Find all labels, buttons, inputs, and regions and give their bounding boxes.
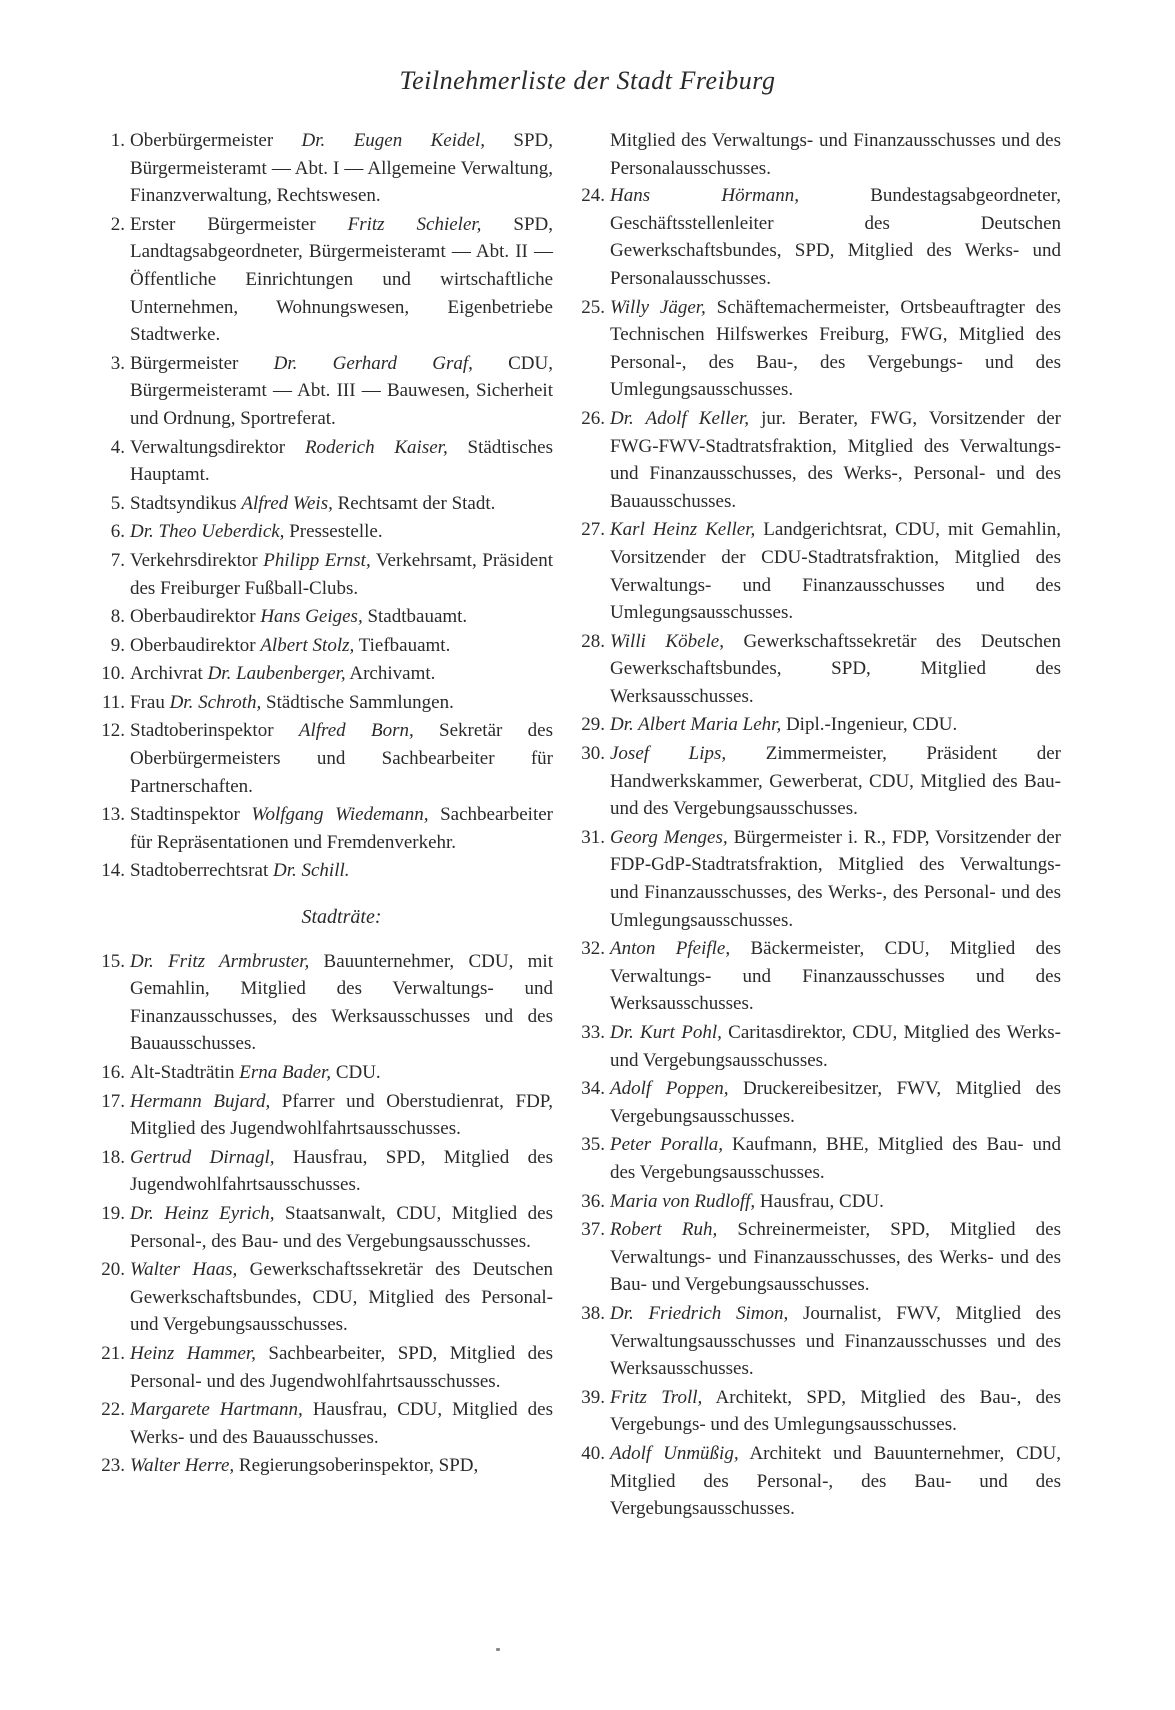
list-item — [92, 801, 553, 856]
person-name: Fritz Schieler, — [347, 213, 482, 235]
entry-description: Pfarrer und Oberstudienrat, FDP, Mitglied des Jugendwohlfahrtsausschusses. — [130, 1090, 553, 1140]
entry-prefix: Stadtinspektor — [130, 804, 252, 826]
entry-description: Städtische Sammlungen. — [261, 691, 454, 713]
list-item — [92, 660, 553, 688]
entry-text — [610, 1219, 1061, 1295]
list-item — [92, 1452, 553, 1480]
person-name: Dr. Laubenberger, — [207, 663, 346, 685]
entry-text — [130, 951, 553, 1055]
entry-prefix: Bürgermeister — [130, 352, 274, 374]
entry-description: Hausfrau, SPD, Mitglied des Jugendwohlfahrtsausschusses. — [130, 1146, 553, 1196]
entry-number: 39. — [581, 1386, 605, 1408]
entry-text — [610, 519, 1061, 623]
list-item — [572, 405, 1061, 515]
entry-text — [130, 353, 553, 429]
person-name: Adolf Poppen, — [610, 1078, 729, 1100]
entry-text — [130, 692, 454, 713]
entry-number: 28. — [581, 630, 605, 652]
entry-description: Regierungsoberinspektor, SPD, — [234, 1455, 479, 1477]
entry-description: Druckereibesitzer, FWV, Mitglied des Vergebungsausschusses. — [610, 1078, 1061, 1127]
section-heading-stadtraete: Stadträte: — [301, 906, 382, 929]
entry-description: Sekretär des Oberbürgermeisters und Sachbearbeiter für Partnerschaften. — [130, 720, 553, 797]
entry-text — [130, 1147, 553, 1196]
list-item — [92, 689, 553, 717]
entry-text — [610, 631, 1061, 707]
person-name: Alfred Weis, — [241, 492, 333, 514]
entry-description: Schäftemachermeister, Ortsbeauftragter des Technischen Hilfswerkes Freiburg, FWG, Mitglied des Personal-, des Bau-, des Vergebungs- und des Umlegungsausschusses. — [610, 296, 1061, 401]
list-item — [572, 1216, 1061, 1299]
entry-text — [610, 297, 1061, 401]
entry-description: Tiefbauamt. — [354, 634, 451, 656]
person-name: Anton Pfeifle, — [610, 938, 731, 960]
entry-number: 23. — [101, 1455, 125, 1477]
entry-description: Hausfrau, CDU. — [755, 1190, 884, 1212]
person-name: Josef Lips, — [610, 743, 727, 765]
person-name: Dr. Fritz Armbruster, — [130, 950, 310, 972]
entry-number: 27. — [581, 519, 605, 541]
entry-text — [610, 938, 1061, 1014]
list-item — [572, 824, 1061, 934]
list-item — [92, 1088, 553, 1143]
person-name: Dr. Friedrich Simon, — [610, 1302, 789, 1324]
right-column — [572, 127, 1061, 1524]
entry-prefix: Stadtsyndikus — [130, 492, 242, 514]
entry-text — [130, 663, 435, 684]
person-name: Dr. Heinz Eyrich, — [130, 1202, 275, 1224]
person-name: Willy Jäger, — [610, 296, 706, 318]
entry-number: 35. — [581, 1134, 605, 1156]
entry-number: 15. — [101, 950, 125, 972]
entry-prefix: Frau — [130, 691, 170, 713]
entry-description: Journalist, FWV, Mitglied des Verwaltungsausschusses und Finanzausschusses und des Werksausschusses. — [610, 1302, 1061, 1380]
list-item — [572, 1131, 1061, 1186]
entry-text — [130, 1091, 553, 1140]
person-name: Hans Geiges, — [260, 606, 363, 628]
person-name: Hans Hörmann, — [610, 185, 799, 207]
entry-number: 17. — [101, 1090, 125, 1112]
entry-prefix: Verkehrsdirektor — [130, 549, 264, 571]
entry-prefix: Stadtoberrechtsrat — [130, 860, 273, 882]
entry-number: 19. — [101, 1202, 125, 1224]
entry-description: Sachbearbeiter für Repräsentationen und Fremdenverkehr. — [130, 804, 553, 853]
entry-text — [130, 1203, 553, 1252]
entry-text — [610, 1191, 884, 1212]
entry-number: 22. — [101, 1399, 125, 1421]
entry-text — [610, 1134, 1061, 1183]
entry-text — [610, 714, 957, 735]
entry-number: 6. — [110, 521, 125, 543]
entry-number: 10. — [101, 663, 125, 685]
person-name: Georg Menges, — [610, 826, 728, 848]
person-name: Dr. Theo Ueberdick, — [130, 521, 285, 543]
list-item — [92, 1340, 553, 1395]
entry-number: 18. — [101, 1146, 125, 1168]
entry-text — [610, 827, 1061, 931]
entry-prefix: Stadtoberinspektor — [130, 720, 299, 742]
list-item — [92, 632, 553, 660]
entry-description: jur. Berater, FWG, Vorsitzender der FWG-FWV-Stadtratsfraktion, Mitglied des Verwaltungs- und Finanzausschusses, des Werks-, Personal- und des Bauausschusses. — [610, 407, 1061, 512]
list-item — [572, 740, 1061, 823]
entry-text — [610, 1022, 1061, 1071]
list-item — [572, 935, 1061, 1018]
entry-description: CDU, Bürgermeisteramt — Abt. III — Bauwesen, Sicherheit und Ordnung, Sportreferat. — [130, 352, 553, 429]
list-item — [572, 1019, 1061, 1074]
list-item — [572, 1075, 1061, 1130]
council-list-left — [92, 948, 553, 1480]
entry-number: 26. — [581, 407, 605, 429]
entry-number: 7. — [110, 549, 125, 571]
person-name: Albert Stolz, — [260, 634, 355, 656]
entry-number: 29. — [581, 714, 605, 736]
person-name: Dr. Schroth, — [169, 691, 262, 713]
list-item — [572, 628, 1061, 711]
person-name: Dr. Adolf Keller, — [610, 407, 750, 429]
person-name: Alfred Born, — [298, 720, 414, 742]
entry-text — [130, 550, 553, 599]
entry-text — [610, 1303, 1061, 1379]
entry-text — [130, 437, 553, 486]
staff-list — [92, 127, 553, 885]
entry-prefix: Archivrat — [130, 663, 208, 685]
entry-description: Städtisches Hauptamt. — [130, 436, 553, 486]
person-name: Maria von Rudloff, — [610, 1190, 756, 1212]
list-item — [572, 182, 1061, 292]
list-item — [92, 603, 553, 631]
entry-description: Pressestelle. — [284, 521, 383, 543]
entry-text — [610, 1443, 1061, 1519]
entry-number: 4. — [110, 436, 125, 458]
list-item — [572, 1384, 1061, 1439]
entry-text — [130, 130, 553, 206]
entry-description: Bundestagsabgeordneter, Geschäftsstellenleiter des Deutschen Gewerkschaftsbundes, SPD, Mitglied des Werks- und Personalausschusses. — [610, 185, 1061, 289]
list-item — [572, 516, 1061, 626]
person-name: Gertrud Dirnagl, — [130, 1146, 275, 1168]
list-item — [92, 948, 553, 1058]
person-name: Walter Herre, — [130, 1455, 235, 1477]
entry-description: Sachbearbeiter, SPD, Mitglied des Personal- und des Jugendwohlfahrtsausschusses. — [130, 1342, 553, 1392]
entry-description: Hausfrau, CDU, Mitglied des Werks- und des Bauausschusses. — [130, 1399, 553, 1448]
entry-description: Caritasdirektor, CDU, Mitglied des Werks- und Vergebungsausschusses. — [610, 1022, 1061, 1071]
person-name: Peter Poralla, — [610, 1134, 723, 1156]
list-item — [92, 490, 553, 518]
entry-description: Bürgermeister i. R., FDP, Vorsitzender der FDP-GdP-Stadtratsfraktion, Mitglied des Verwaltungs- und Finanzausschusses, des Werks-, des Personal- und des Umlegungsausschusses. — [610, 826, 1061, 931]
entry-number: 9. — [110, 634, 125, 656]
list-item — [572, 1440, 1061, 1523]
entry-description: Schreinermeister, SPD, Mitglied des Verwaltungs- und Finanzausschusses, des Werks- und des Bau- und Vergebungsausschusses. — [610, 1219, 1061, 1296]
entry-text — [130, 635, 450, 656]
person-name: Willi Köbele, — [610, 630, 724, 652]
entry-number: 14. — [101, 860, 125, 882]
entry-number: 2. — [110, 213, 125, 235]
left-column — [92, 127, 553, 1481]
entry-prefix: Oberbaudirektor — [130, 634, 261, 656]
entry-description: CDU. — [331, 1062, 381, 1083]
page-title: Teilnehmerliste der Stadt Freiburg — [399, 66, 776, 95]
list-item — [92, 518, 553, 546]
entry-description: Landgerichtsrat, CDU, mit Gemahlin, Vorsitzender der CDU-Stadtratsfraktion, Mitglied des Verwaltungs- und Finanzausschusses und des Umlegungsausschusses. — [610, 519, 1061, 624]
entry-description: Staatsanwalt, CDU, Mitglied des Personal-, des Bau- und des Vergebungsausschusses. — [130, 1202, 553, 1252]
entry-number: 30. — [581, 743, 605, 765]
entry-prefix: Erster Bürgermeister — [130, 213, 348, 235]
list-item — [572, 711, 1061, 739]
person-name: Wolfgang Wiedemann, — [251, 804, 429, 826]
list-item — [92, 434, 553, 489]
list-item — [92, 717, 553, 800]
entry-number: 31. — [581, 826, 605, 848]
entry-text — [130, 493, 495, 514]
list-item — [92, 350, 553, 433]
person-name: Karl Heinz Keller, — [610, 519, 756, 541]
entry-text — [130, 1062, 381, 1083]
list-item — [572, 294, 1061, 404]
entry-description: Kaufmann, BHE, Mitglied des Bau- und des Vergebungsausschusses. — [610, 1134, 1062, 1183]
entry-text — [130, 1259, 553, 1335]
entry-number: 24. — [581, 185, 605, 207]
entry-prefix: Alt-Stadträtin — [130, 1062, 240, 1083]
entry-number: 13. — [101, 804, 125, 826]
entry-description: Gewerkschaftssekretär des Deutschen Gewerkschaftsbundes, SPD, Mitglied des Werksausschusses. — [610, 630, 1061, 707]
entry-description: Bauunternehmer, CDU, mit Gemahlin, Mitglied des Verwaltungs- und Finanzausschusses, des Werksausschusses und des Bauausschusses. — [130, 950, 553, 1055]
person-name: Heinz Hammer, — [130, 1342, 256, 1364]
entry-continuation: Mitglied des Verwaltungs- und Finanzausschusses und des Personalausschusses. — [610, 130, 1061, 179]
list-item — [572, 1188, 1061, 1216]
page-mark — [496, 1648, 500, 1651]
entry-number: 37. — [581, 1219, 605, 1241]
list-item — [92, 547, 553, 602]
entry-description: Bäckermeister, CDU, Mitglied des Verwaltungs- und Finanzausschusses und des Werksausschusses. — [610, 938, 1061, 1015]
list-item — [92, 1144, 553, 1199]
entry-number: 36. — [581, 1190, 605, 1212]
entry-prefix: Oberbaudirektor — [130, 606, 261, 628]
entry-description: SPD, Landtagsabgeordneter, Bürgermeisteramt — Abt. II — Öffentliche Einrichtungen und wirtschaftliche Unternehmen, Wohnungswesen, Eigenbetriebe Stadtwerke. — [130, 213, 553, 346]
entry-number: 11. — [101, 691, 125, 713]
list-item — [92, 1396, 553, 1451]
entry-number: 8. — [110, 606, 125, 628]
list-item — [92, 1059, 553, 1087]
entry-description: Stadtbauamt. — [362, 606, 468, 628]
person-name: Dr. Schill. — [272, 860, 350, 882]
entry-description: Verkehrsamt, Präsident des Freiburger Fußball-Clubs. — [130, 549, 553, 599]
entry-text — [610, 185, 1061, 289]
entry-prefix: Oberbürgermeister — [130, 130, 302, 151]
entry-number: 1. — [110, 130, 125, 151]
list-item — [92, 1200, 553, 1255]
person-name: Hermann Bujard, — [130, 1090, 271, 1112]
entry-number: 5. — [110, 492, 125, 514]
entry-text — [130, 1399, 553, 1448]
list-item — [92, 211, 553, 349]
entry-text — [130, 860, 350, 881]
entry-number: 16. — [101, 1062, 125, 1083]
list-item — [572, 1300, 1061, 1383]
entry-description: SPD, Bürgermeisteramt — Abt. I — Allgemeine Verwaltung, Finanzverwaltung, Rechtswesen. — [130, 130, 553, 207]
entry-text — [130, 214, 553, 345]
person-name: Erna Bader, — [239, 1062, 332, 1083]
entry-prefix: Verwaltungsdirektor — [130, 436, 305, 458]
council-list-right — [572, 182, 1061, 1523]
person-name: Dr. Kurt Pohl, — [610, 1022, 722, 1043]
entry-text — [610, 1387, 1061, 1436]
entry-text — [130, 606, 467, 627]
entry-description: Architekt, SPD, Mitglied des Bau-, des Vergebungs- und des Umlegungsausschusses. — [610, 1386, 1061, 1436]
entry-text — [610, 1078, 1061, 1127]
entry-text — [130, 720, 553, 796]
person-name: Margarete Hartmann, — [130, 1399, 303, 1421]
entry-number: 20. — [101, 1259, 125, 1281]
entry-number: 25. — [581, 296, 605, 318]
person-name: Fritz Troll, — [610, 1386, 703, 1408]
entry-number: 33. — [581, 1022, 605, 1043]
entry-number: 38. — [581, 1302, 605, 1324]
entry-number: 40. — [581, 1442, 605, 1464]
entry-text — [130, 1455, 478, 1476]
person-name: Adolf Unmüßig, — [610, 1442, 739, 1464]
list-item — [92, 1256, 553, 1339]
entry-number: 21. — [101, 1342, 125, 1364]
entry-description: Archivamt. — [345, 663, 436, 685]
entry-number: 34. — [581, 1078, 605, 1100]
entry-text — [610, 408, 1061, 512]
entry-text — [130, 1343, 553, 1392]
entry-description: Architekt und Bauunternehmer, CDU, Mitglied des Personal-, des Bau- und des Vergebungsausschusses. — [610, 1442, 1061, 1520]
person-name: Walter Haas, — [130, 1259, 238, 1281]
entry-number: 32. — [581, 938, 605, 960]
entry-text — [610, 743, 1061, 819]
entry-text — [130, 521, 383, 542]
entry-description: Rechtsamt der Stadt. — [332, 492, 496, 514]
person-name: Robert Ruh, — [610, 1219, 718, 1241]
entry-description: Gewerkschaftssekretär des Deutschen Gewerkschaftsbundes, CDU, Mitglied des Personal- und Vergebungsausschusses. — [130, 1259, 553, 1336]
entry-number: 12. — [101, 720, 125, 742]
person-name: Roderich Kaiser, — [304, 436, 448, 458]
person-name: Dr. Gerhard Graf, — [273, 352, 473, 374]
person-name: Dr. Eugen Keidel, — [301, 130, 485, 151]
person-name: Philipp Ernst, — [263, 549, 371, 571]
entry-number: 3. — [110, 352, 125, 374]
list-item — [92, 127, 553, 210]
list-item — [92, 857, 553, 885]
entry-description: Dipl.-Ingenieur, CDU. — [781, 714, 958, 736]
entry-description: Zimmermeister, Präsident der Handwerkskammer, Gewerberat, CDU, Mitglied des Bau- und des Vergebungsausschusses. — [610, 743, 1061, 820]
entry-text — [130, 804, 553, 853]
person-name: Dr. Albert Maria Lehr, — [610, 714, 782, 736]
